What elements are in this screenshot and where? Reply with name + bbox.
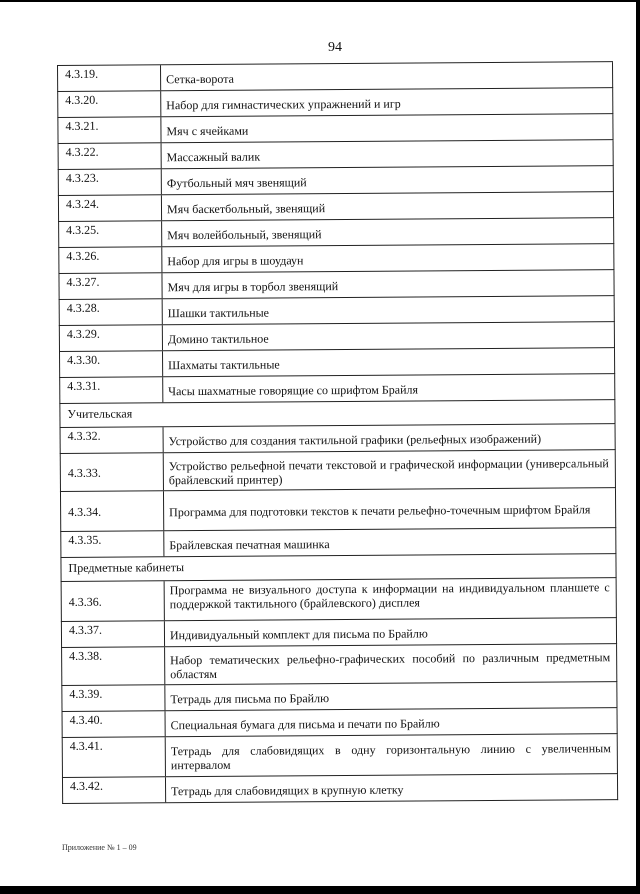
table-row <box>58 218 614 248</box>
item-number: 4.3.37. <box>62 621 165 647</box>
item-description: Тетрадь для слабовидящих в крупную клетку <box>171 782 404 798</box>
item-description: Устройство рельефной печати текстовой и графической информации (универсальный брайлевский принтер) <box>168 455 609 487</box>
item-description: Набор тематических рельефно-графических пособий по различным предметным областям <box>170 649 611 681</box>
table-row <box>60 450 616 492</box>
item-number: 4.3.27. <box>59 273 162 299</box>
item-number: 4.3.24. <box>59 195 162 221</box>
item-description: Мяч для игры в торбол звенящий <box>167 278 339 294</box>
item-description: Программа для подготовки текстов к печати рельефно-точечным шрифтом Брайля <box>169 501 591 519</box>
item-number: 4.3.42. <box>63 777 166 803</box>
table-row <box>58 140 614 170</box>
table-row <box>57 114 613 144</box>
item-description: Шахматы тактильные <box>168 356 280 372</box>
table-row <box>58 270 614 300</box>
table-row <box>61 578 617 622</box>
item-description: Мяч с ячейками <box>166 123 249 138</box>
equipment-table <box>57 61 618 804</box>
item-number: 4.3.21. <box>58 117 161 143</box>
item-number: 4.3.19. <box>58 65 161 91</box>
item-description: Футбольный мяч звенящий <box>166 174 307 190</box>
item-description: Шашки тактильные <box>167 305 270 320</box>
table-row <box>58 244 614 274</box>
table-row <box>61 618 617 648</box>
table-row <box>59 374 615 404</box>
table-row <box>60 528 616 558</box>
item-description: Брайлевская печатная машинка <box>169 536 330 552</box>
item-description: Мяч волейбольный, звенящий <box>167 226 322 242</box>
section-heading: Предметные кабинеты <box>60 554 616 582</box>
page-number: 94 <box>328 40 342 55</box>
item-number: 4.3.28. <box>60 299 163 325</box>
item-number: 4.3.22. <box>59 143 162 169</box>
table-row <box>57 88 613 118</box>
table-row <box>60 424 616 454</box>
section-heading: Учительская <box>59 400 615 428</box>
item-number: 4.3.38. <box>62 647 165 685</box>
item-number: 4.3.36. <box>62 581 165 621</box>
item-description: Набор для гимнастических упражнений и игр <box>166 96 401 112</box>
table-row <box>62 774 618 804</box>
table-row <box>58 166 614 196</box>
item-number: 4.3.33. <box>61 453 164 491</box>
table-row <box>59 348 615 378</box>
item-description: Сетка-ворота <box>166 71 234 86</box>
table-row <box>62 708 618 738</box>
table-row <box>57 62 613 92</box>
item-description: Массажный валик <box>166 149 261 164</box>
item-number: 4.3.20. <box>58 91 161 117</box>
item-number: 4.3.40. <box>63 711 166 737</box>
table-row <box>59 322 615 352</box>
scan-border-right <box>636 0 640 894</box>
table-row <box>58 192 614 222</box>
item-number: 4.3.30. <box>60 351 163 377</box>
item-description: Набор для игры в шоудаун <box>167 252 304 268</box>
item-description: Устройство для создания тактильной графики (рельефных изображений) <box>168 431 542 448</box>
item-number: 4.3.26. <box>59 247 162 273</box>
item-description: Программа не визуального доступа к информации на индивидуальном планшете с поддержкой тактильного (брайлевского) дисплея <box>169 580 610 612</box>
scan-border-top <box>0 0 640 2</box>
table-row <box>61 644 617 686</box>
item-number: 4.3.41. <box>63 737 166 777</box>
table-row <box>61 682 617 712</box>
item-number: 4.3.29. <box>60 325 163 351</box>
item-description: Индивидуальный комплект для письма по Брайлю <box>169 625 428 642</box>
item-description: Тетрадь для слабовидящих в одну горизонтальную линию с увеличенным интервалом <box>170 740 611 772</box>
item-number: 4.3.32. <box>61 427 164 453</box>
item-number: 4.3.39. <box>62 685 165 711</box>
table-row <box>60 488 616 532</box>
item-number: 4.3.23. <box>59 169 162 195</box>
table-row <box>59 296 615 326</box>
item-description: Тетрадь для письма по Брайлю <box>170 690 330 706</box>
scan-border-bottom <box>0 886 640 894</box>
item-number: 4.3.31. <box>60 377 163 403</box>
page-footer: Приложение № 1 – 09 <box>62 843 137 852</box>
item-number: 4.3.34. <box>61 491 164 531</box>
item-description: Специальная бумага для письма и печати по Брайлю <box>170 715 440 732</box>
item-number: 4.3.35. <box>61 531 164 557</box>
item-description: Мяч баскетбольный, звенящий <box>166 200 326 216</box>
item-description: Домино тактильное <box>167 331 269 346</box>
item-number: 4.3.25. <box>59 221 162 247</box>
item-description: Часы шахматные говорящие со шрифтом Брайля <box>168 381 419 398</box>
table-row <box>62 734 618 778</box>
